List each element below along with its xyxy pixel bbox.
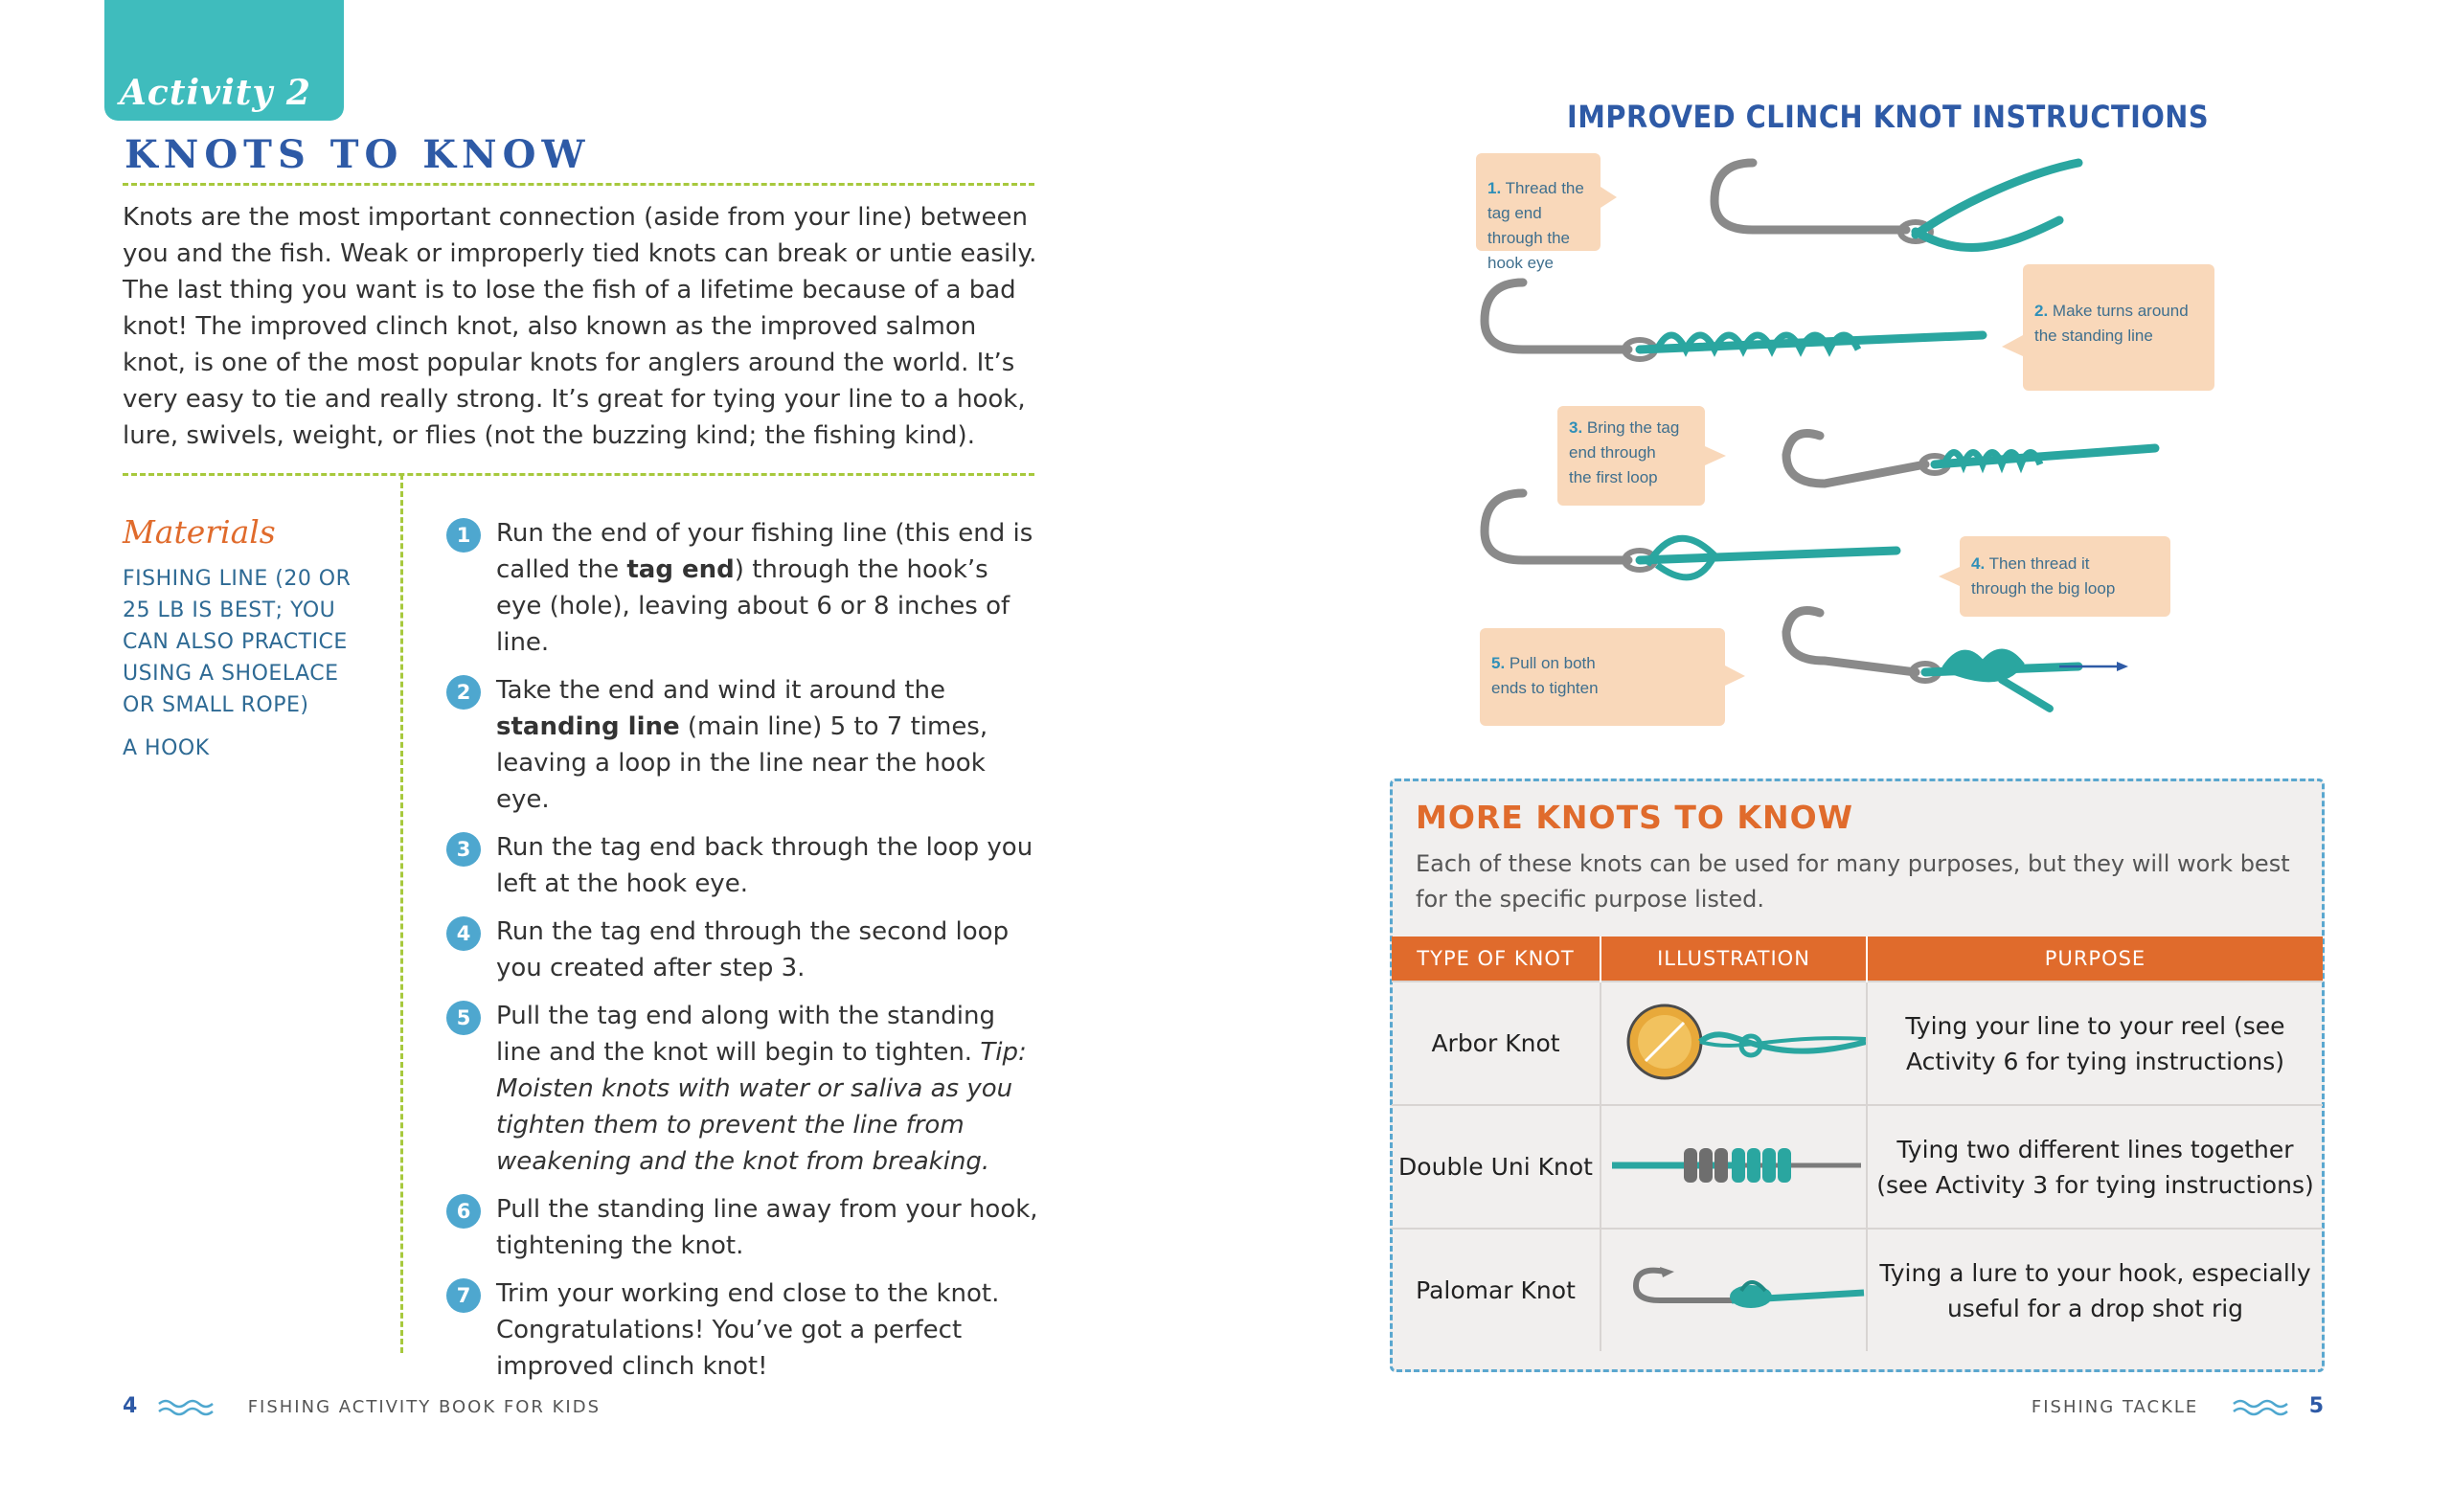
diagram-step-line: Bring the tag [1586,418,1680,437]
right-folio [2032,1394,2324,1418]
diagram-step-number: 2. [2034,302,2049,320]
materials-list [123,563,372,776]
diagram-step-number: 5. [1491,654,1506,672]
diagram-step-line: the first loop [1569,468,1658,486]
diagram-step-line: ends to tighten [1491,679,1599,697]
column-header: PURPOSE [1867,937,2323,982]
column-divider [400,474,403,1353]
step-text: ) through the hook’s eye (hole), leaving about 6 or 8 inches of line. [496,555,1010,657]
running-head: FISHING ACTIVITY BOOK FOR KIDS [247,1397,601,1417]
step-number: 4 [446,916,481,951]
diagram-step-line: Pull on both [1509,654,1596,672]
diagram-title: IMPROVED CLINCH KNOT INSTRUCTIONS [1567,99,2210,135]
intro-divider [123,473,1034,476]
palomar-knot-icon [1607,1233,1866,1339]
diagram-step-number: 4. [1971,554,1986,573]
knot-name: Arbor Knot [1392,982,1601,1105]
hook-icon [1485,493,1655,570]
diagram-step-line: through the hook eye [1487,229,1571,272]
table-row [1392,982,2323,1105]
step-number: 6 [446,1194,481,1229]
running-head: FISHING TACKLE [2031,1397,2199,1417]
knot-steps-illustration [1465,144,2222,737]
step-number: 7 [446,1278,481,1313]
hook-icon [1714,163,1931,241]
knot-illustration [1601,1105,1867,1229]
knots-table [1392,937,2323,1351]
knot-purpose: Tying a lure to your hook, especially useful for a drop shot rig [1867,1229,2323,1351]
step-text: Run the tag end through the second loop you created after step 3. [496,917,1010,982]
materials-title: Materials [123,513,276,551]
step-text: Run the end of your fishing line (this end is called the [496,519,1033,584]
step-item [446,1191,1040,1264]
step-text: Pull the standing line away from your hook, tightening the knot. [496,1195,1038,1260]
table-row [1392,1105,2323,1229]
step-term: standing line [496,712,680,741]
diagram-step-line: end through [1569,443,1656,462]
step-item [446,1275,1040,1385]
knot-name: Palomar Knot [1392,1229,1601,1351]
knot-illustration [1601,982,1867,1105]
wave-icon [157,1396,215,1417]
left-folio [123,1394,601,1418]
step-item [446,829,1040,902]
step-item [446,998,1040,1180]
step-text: Take the end and wind it around the [496,676,946,705]
step-item [446,672,1040,818]
page-number: 4 [123,1394,138,1418]
step-text: Trim your working end close to the knot. Congratulations! You’ve got a perfect improved clinch knot! [496,1279,1000,1381]
step-text: Run the tag end back through the loop you left at the hook eye. [496,833,1033,898]
page-number: 5 [2308,1394,2324,1418]
double-uni-knot-icon [1607,1110,1866,1215]
hook-icon [1786,434,1948,485]
page-title: KNOTS TO KNOW [125,132,591,177]
activity-label: Activity 2 [120,73,311,113]
step-number: 2 [446,675,481,710]
knot-name: Double Uni Knot [1392,1105,1601,1229]
knot-illustration [1601,1229,1867,1351]
material-item: A HOOK [123,736,210,760]
step-term: tag end [626,555,735,584]
step-text: Pull the tag end along with the standing line and the knot will begin to tighten. [496,1002,996,1067]
step-item [446,515,1040,661]
table-row [1392,1229,2323,1351]
diagram-step-number: 1. [1487,179,1502,197]
column-header: TYPE OF KNOT [1392,937,1601,982]
diagram-step-line: through the big loop [1971,579,2116,598]
diagram-step-number: 3. [1569,418,1583,437]
steps-list [446,515,1040,1396]
step-number: 5 [446,1001,481,1035]
wave-icon [2232,1396,2289,1417]
column-header: ILLUSTRATION [1601,937,1867,982]
step-tip: Tip: Moisten knots with water or saliva as you tighten them to prevent the line from weakening and the knot from breaking. [496,1038,1027,1176]
hook-icon [1786,611,1939,682]
step-text: (main line) 5 to 7 times, leaving a loop in the line near the hook eye. [496,712,988,814]
hook-icon [1485,282,1655,359]
knot-purpose: Tying your line to your reel (see Activity 6 for tying instructions) [1867,982,2323,1105]
step-number: 1 [446,518,481,553]
step-item [446,914,1040,986]
diagram-step-line: the standing line [2034,327,2153,345]
step-number: 3 [446,832,481,867]
arbor-knot-icon [1607,986,1866,1092]
more-knots-subtitle: Each of these knots can be used for many purposes, but they will work best for the specific purpose listed. [1416,850,2290,913]
intro-paragraph: Knots are the most important connection (aside from your line) between you and the fish. Weak or improperly tied knots can break or untie easily. The last thing you want is to lose the fish of a lifetime because of a bad knot! The improved clinch knot, also known as the improved salmon knot, is one of the most popular knots for anglers around the world. It’s very easy to tie and really strong. It’s great for tying your line to a hook, lure, swivels, weight, or flies (not the buzzing kind; the fishing kind). [123,203,1037,450]
diagram-step-line: Thread the tag end [1487,179,1584,222]
more-knots-title: MORE KNOTS TO KNOW [1416,799,1854,836]
diagram-step-line: Make turns around [2052,302,2189,320]
activity-tab [104,0,344,121]
title-divider [123,183,1034,186]
material-item: FISHING LINE (20 OR 25 LB IS BEST; YOU CAN ALSO PRACTICE USING A SHOELACE OR SMALL ROPE) [123,567,352,717]
diagram-step-line: Then thread it [1988,554,2090,573]
table-header-row [1392,937,2323,982]
knot-purpose: Tying two different lines together (see Activity 3 for tying instructions) [1867,1105,2323,1229]
